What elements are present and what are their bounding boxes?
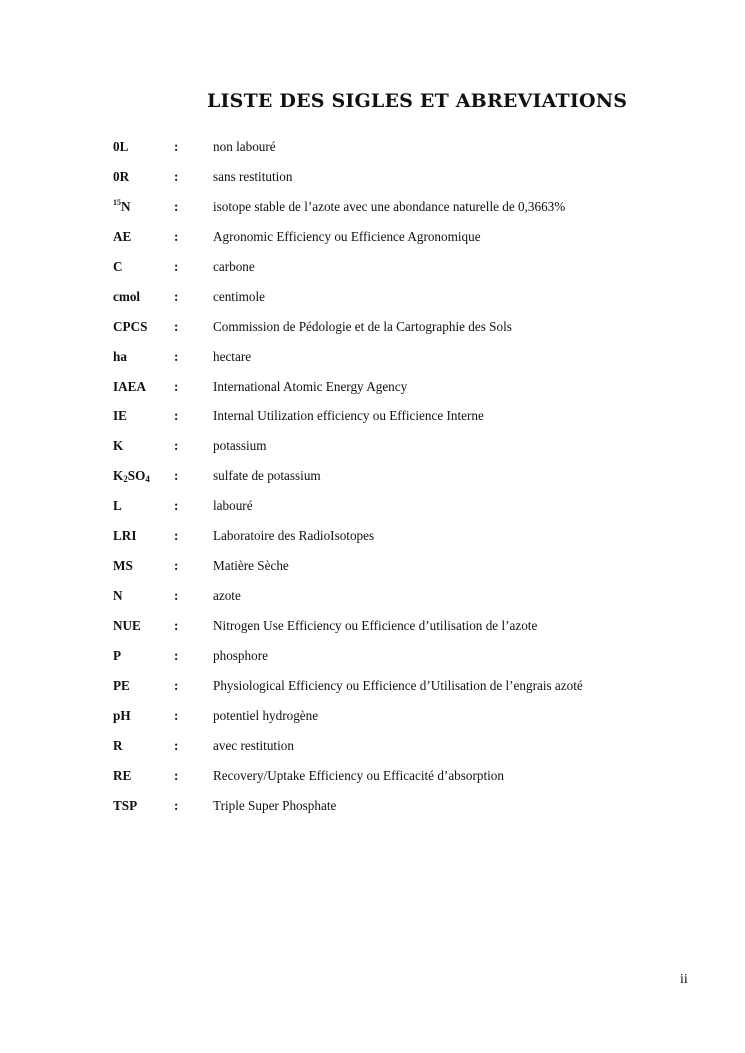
list-item: [113, 706, 673, 736]
definition: non labouré: [213, 139, 276, 154]
list-item: [113, 347, 673, 377]
list-item: [113, 736, 673, 766]
list-item: [113, 526, 673, 556]
separator: :: [174, 168, 179, 184]
definition: sans restitution: [213, 168, 293, 184]
list-item: [113, 227, 673, 257]
abbreviation: [113, 466, 150, 486]
abbreviation: P: [113, 647, 122, 663]
list-item: [113, 586, 673, 616]
abbreviation: cmol: [113, 288, 141, 304]
definition: Recovery/Uptake Efficiency ou Efficacité d’absorption: [213, 767, 504, 783]
abbreviation: TSP: [113, 797, 138, 813]
list-item: [113, 556, 673, 586]
separator: :: [174, 528, 179, 544]
page-title: LISTE DES SIGLES ET ABREVIATIONS: [207, 90, 628, 112]
separator: :: [174, 618, 179, 633]
separator: :: [174, 348, 179, 364]
definition: hectare: [213, 348, 252, 364]
definition: Internal Utilization efficiency ou Efficience Interne: [213, 408, 484, 424]
definition: International Atomic Energy Agency: [213, 378, 408, 394]
definition: centimole: [213, 288, 265, 304]
separator: :: [174, 408, 179, 424]
list-item: [113, 796, 673, 826]
definition: avec restitution: [213, 737, 294, 753]
separator: :: [174, 139, 179, 154]
separator: :: [174, 318, 179, 334]
definition: Laboratoire des RadioIsotopes: [213, 528, 375, 544]
separator: :: [174, 767, 179, 783]
definition: Triple Super Phosphate: [213, 797, 337, 813]
formula-subscript: 4: [145, 474, 150, 485]
definition: labouré: [213, 498, 253, 514]
definition: Physiological Efficiency ou Efficience d’Utilisation de l’engrais azoté: [213, 677, 583, 693]
definition: Commission de Pédologie et de la Cartographie des Sols: [213, 318, 512, 334]
separator: :: [174, 707, 179, 723]
list-item: [113, 137, 673, 167]
abbreviation-list: [113, 137, 673, 826]
separator: :: [174, 797, 179, 813]
definition: potentiel hydrogène: [213, 707, 319, 723]
definition: Agronomic Efficiency ou Efficience Agronomique: [213, 228, 481, 244]
formula-subscript: 2: [123, 474, 128, 485]
formula-part: SO: [127, 468, 146, 484]
definition: isotope stable de l’azote avec une abondance naturelle de 0,3663%: [213, 198, 566, 214]
definition: potassium: [213, 438, 267, 454]
separator: :: [174, 588, 179, 604]
abbreviation: 0L: [113, 139, 129, 154]
abbreviation: IE: [113, 408, 127, 424]
list-item: [113, 317, 673, 347]
list-item: [113, 496, 673, 526]
separator: :: [174, 258, 179, 274]
separator: :: [174, 498, 179, 514]
abbreviation: IAEA: [113, 378, 146, 394]
abbreviation: R: [113, 737, 123, 753]
abbreviation: MS: [113, 558, 133, 574]
page-number: ii: [680, 972, 688, 987]
abbreviation: PE: [113, 677, 130, 693]
definition: phosphore: [213, 647, 268, 663]
separator: :: [174, 198, 179, 214]
separator: :: [174, 558, 179, 574]
formula-part: K: [113, 468, 124, 484]
separator: :: [174, 647, 179, 663]
list-item: [113, 766, 673, 796]
abbreviation: [113, 197, 131, 217]
abbreviation: NUE: [113, 618, 141, 633]
list-item: [113, 197, 673, 227]
abbreviation: LRI: [113, 528, 137, 544]
list-item: [113, 646, 673, 676]
list-item: [113, 377, 673, 407]
definition: azote: [213, 588, 241, 604]
separator: :: [174, 468, 179, 484]
list-item: [113, 287, 673, 317]
list-item: [113, 466, 673, 496]
separator: :: [174, 438, 179, 454]
separator: :: [174, 288, 179, 304]
definition: Matière Sèche: [213, 558, 289, 574]
list-item: [113, 616, 673, 646]
abbreviation: pH: [113, 707, 131, 723]
list-item: [113, 167, 673, 197]
abbreviation: N: [113, 588, 123, 604]
abbreviation: K: [113, 438, 124, 454]
definition: sulfate de potassium: [213, 468, 321, 484]
abbreviation: C: [113, 258, 123, 274]
definition: carbone: [213, 258, 255, 274]
definition: Nitrogen Use Efficiency ou Efficience d’utilisation de l’azote: [213, 618, 538, 633]
abbreviation-text: N: [121, 198, 131, 214]
list-item: [113, 257, 673, 287]
separator: :: [174, 378, 179, 394]
abbreviation: ha: [113, 348, 127, 364]
abbreviation: 0R: [113, 168, 130, 184]
separator: :: [174, 737, 179, 753]
list-item: [113, 406, 673, 436]
separator: :: [174, 677, 179, 693]
isotope-superscript: 15: [113, 197, 121, 207]
abbreviation: RE: [113, 767, 132, 783]
separator: :: [174, 228, 179, 244]
list-item: [113, 676, 673, 706]
abbreviation: CPCS: [113, 318, 148, 334]
abbreviation: L: [113, 498, 122, 514]
list-item: [113, 436, 673, 466]
abbreviation: AE: [113, 228, 132, 244]
